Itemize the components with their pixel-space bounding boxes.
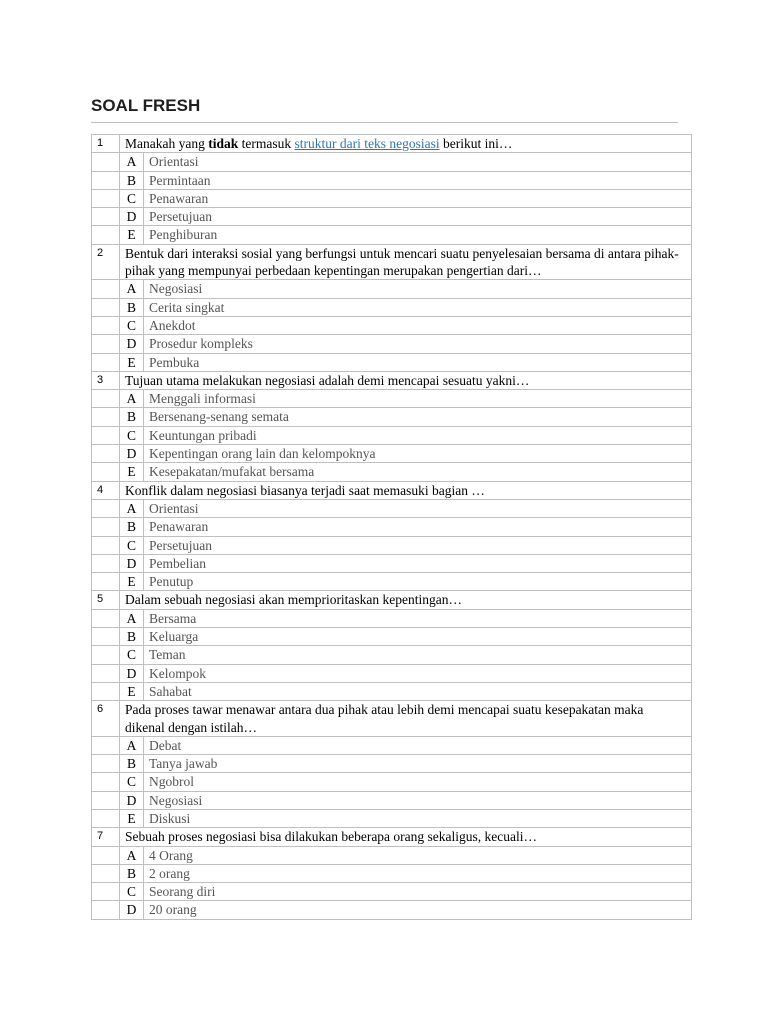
option-letter: C xyxy=(120,536,144,554)
option-row[interactable] xyxy=(92,554,692,572)
option-text: 4 Orang xyxy=(144,846,692,864)
option-row[interactable] xyxy=(92,499,692,517)
option-row[interactable] xyxy=(92,864,692,882)
option-text: Penawaran xyxy=(144,189,692,207)
option-row[interactable] xyxy=(92,773,692,791)
question-row xyxy=(92,135,692,153)
option-row[interactable] xyxy=(92,426,692,444)
option-row[interactable] xyxy=(92,335,692,353)
option-letter: C xyxy=(120,189,144,207)
blank-cell xyxy=(92,445,120,463)
option-row[interactable] xyxy=(92,353,692,371)
option-row[interactable] xyxy=(92,573,692,591)
blank-cell xyxy=(92,901,120,919)
option-row[interactable] xyxy=(92,846,692,864)
blank-cell xyxy=(92,736,120,754)
option-text: Penghiburan xyxy=(144,226,692,244)
option-letter: E xyxy=(120,226,144,244)
question-row xyxy=(92,591,692,609)
option-row[interactable] xyxy=(92,408,692,426)
question-number: 5 xyxy=(92,591,120,609)
option-letter: A xyxy=(120,153,144,171)
question-number: 6 xyxy=(92,701,120,737)
question-row xyxy=(92,701,692,737)
blank-cell xyxy=(92,353,120,371)
option-letter: D xyxy=(120,901,144,919)
option-row[interactable] xyxy=(92,791,692,809)
option-text: Anekdot xyxy=(144,316,692,334)
option-letter: C xyxy=(120,773,144,791)
option-letter: B xyxy=(120,171,144,189)
option-text: Orientasi xyxy=(144,153,692,171)
option-text: Orientasi xyxy=(144,499,692,517)
blank-cell xyxy=(92,280,120,298)
question-row xyxy=(92,244,692,280)
question-text: Sebuah proses negosiasi bisa dilakukan beberapa orang sekaligus, kecuali… xyxy=(120,828,692,846)
blank-cell xyxy=(92,846,120,864)
blank-cell xyxy=(92,426,120,444)
blank-cell xyxy=(92,518,120,536)
option-text: Penawaran xyxy=(144,518,692,536)
blank-cell xyxy=(92,463,120,481)
blank-cell xyxy=(92,755,120,773)
blank-cell xyxy=(92,573,120,591)
option-row[interactable] xyxy=(92,883,692,901)
option-letter: E xyxy=(120,682,144,700)
blank-cell xyxy=(92,791,120,809)
blank-cell xyxy=(92,335,120,353)
option-row[interactable] xyxy=(92,153,692,171)
option-letter: A xyxy=(120,846,144,864)
option-row[interactable] xyxy=(92,518,692,536)
option-row[interactable] xyxy=(92,755,692,773)
quiz-table xyxy=(91,134,692,920)
question-link[interactable]: struktur dari teks negosiasi xyxy=(294,136,440,151)
option-letter: C xyxy=(120,426,144,444)
question-text-bold: tidak xyxy=(208,136,239,151)
question-text: Tujuan utama melakukan negosiasi adalah demi mencapai sesuatu yakni… xyxy=(120,371,692,389)
option-text: Kepentingan orang lain dan kelompoknya xyxy=(144,445,692,463)
option-letter: E xyxy=(120,353,144,371)
option-row[interactable] xyxy=(92,390,692,408)
option-text: Cerita singkat xyxy=(144,298,692,316)
option-letter: E xyxy=(120,809,144,827)
option-text: Kesepakatan/mufakat bersama xyxy=(144,463,692,481)
blank-cell xyxy=(92,226,120,244)
option-text: Tanya jawab xyxy=(144,755,692,773)
blank-cell xyxy=(92,628,120,646)
option-text: Keuntungan pribadi xyxy=(144,426,692,444)
question-text: Konflik dalam negosiasi biasanya terjadi saat memasuki bagian … xyxy=(120,481,692,499)
option-text: Seorang diri xyxy=(144,883,692,901)
option-text: Bersama xyxy=(144,609,692,627)
title-divider xyxy=(91,122,678,123)
option-letter: E xyxy=(120,573,144,591)
option-text: Pembelian xyxy=(144,554,692,572)
option-text: Prosedur kompleks xyxy=(144,335,692,353)
option-row[interactable] xyxy=(92,536,692,554)
blank-cell xyxy=(92,809,120,827)
question-number: 3 xyxy=(92,371,120,389)
option-letter: A xyxy=(120,736,144,754)
option-row[interactable] xyxy=(92,628,692,646)
option-letter: A xyxy=(120,390,144,408)
question-text-part: termasuk xyxy=(238,136,295,151)
blank-cell xyxy=(92,208,120,226)
blank-cell xyxy=(92,536,120,554)
question-text-part: berikut ini… xyxy=(439,136,513,151)
option-row[interactable] xyxy=(92,609,692,627)
option-text: Pembuka xyxy=(144,353,692,371)
option-row[interactable] xyxy=(92,809,692,827)
option-letter: A xyxy=(120,280,144,298)
option-letter: B xyxy=(120,298,144,316)
blank-cell xyxy=(92,883,120,901)
option-row[interactable] xyxy=(92,316,692,334)
option-text: 20 orang xyxy=(144,901,692,919)
option-text: 2 orang xyxy=(144,864,692,882)
option-letter: D xyxy=(120,791,144,809)
option-row[interactable] xyxy=(92,189,692,207)
option-text: Negosiasi xyxy=(144,791,692,809)
option-row[interactable] xyxy=(92,682,692,700)
blank-cell xyxy=(92,646,120,664)
question-number: 4 xyxy=(92,481,120,499)
blank-cell xyxy=(92,773,120,791)
option-letter: E xyxy=(120,463,144,481)
option-row[interactable] xyxy=(92,901,692,919)
blank-cell xyxy=(92,316,120,334)
question-row xyxy=(92,481,692,499)
option-row[interactable] xyxy=(92,280,692,298)
option-letter: C xyxy=(120,646,144,664)
question-row xyxy=(92,371,692,389)
blank-cell xyxy=(92,499,120,517)
option-letter: A xyxy=(120,609,144,627)
option-letter: C xyxy=(120,883,144,901)
blank-cell xyxy=(92,390,120,408)
option-row[interactable] xyxy=(92,226,692,244)
option-row[interactable] xyxy=(92,298,692,316)
option-row[interactable] xyxy=(92,208,692,226)
option-row[interactable] xyxy=(92,171,692,189)
question-number: 1 xyxy=(92,135,120,153)
option-text: Bersenang-senang semata xyxy=(144,408,692,426)
option-row[interactable] xyxy=(92,463,692,481)
option-letter: D xyxy=(120,445,144,463)
blank-cell xyxy=(92,298,120,316)
blank-cell xyxy=(92,664,120,682)
option-letter: B xyxy=(120,755,144,773)
question-text: Dalam sebuah negosiasi akan memprioritaskan kepentingan… xyxy=(120,591,692,609)
option-letter: B xyxy=(120,628,144,646)
option-letter: B xyxy=(120,408,144,426)
option-text: Keluarga xyxy=(144,628,692,646)
option-row[interactable] xyxy=(92,445,692,463)
option-letter: A xyxy=(120,499,144,517)
option-letter: C xyxy=(120,316,144,334)
option-letter: B xyxy=(120,864,144,882)
question-number: 7 xyxy=(92,828,120,846)
question-text: Bentuk dari interaksi sosial yang berfungsi untuk mencari suatu penyelesaian bersama di antara pihak-pihak yang mempunyai perbedaan kepentingan merupakan pengertian dari… xyxy=(120,244,692,280)
option-letter: D xyxy=(120,554,144,572)
question-number: 2 xyxy=(92,244,120,280)
option-text: Menggali informasi xyxy=(144,390,692,408)
blank-cell xyxy=(92,864,120,882)
option-text: Negosiasi xyxy=(144,280,692,298)
option-letter: D xyxy=(120,664,144,682)
blank-cell xyxy=(92,171,120,189)
question-text xyxy=(120,135,692,153)
option-letter: B xyxy=(120,518,144,536)
blank-cell xyxy=(92,682,120,700)
option-row[interactable] xyxy=(92,664,692,682)
option-text: Persetujuan xyxy=(144,536,692,554)
option-row[interactable] xyxy=(92,736,692,754)
option-letter: D xyxy=(120,335,144,353)
quiz-table-body xyxy=(92,135,692,920)
option-row[interactable] xyxy=(92,646,692,664)
option-text: Sahabat xyxy=(144,682,692,700)
blank-cell xyxy=(92,153,120,171)
option-text: Permintaan xyxy=(144,171,692,189)
blank-cell xyxy=(92,609,120,627)
question-row xyxy=(92,828,692,846)
option-text: Diskusi xyxy=(144,809,692,827)
option-text: Ngobrol xyxy=(144,773,692,791)
option-text: Teman xyxy=(144,646,692,664)
option-text: Kelompok xyxy=(144,664,692,682)
question-text-part: Manakah yang xyxy=(125,136,209,151)
blank-cell xyxy=(92,408,120,426)
question-text: Pada proses tawar menawar antara dua pihak atau lebih demi mencapai suatu kesepakatan maka dikenal dengan istilah… xyxy=(120,701,692,737)
blank-cell xyxy=(92,189,120,207)
document-title: SOAL FRESH xyxy=(91,96,201,115)
option-text: Penutup xyxy=(144,573,692,591)
option-letter: D xyxy=(120,208,144,226)
option-text: Persetujuan xyxy=(144,208,692,226)
option-text: Debat xyxy=(144,736,692,754)
blank-cell xyxy=(92,554,120,572)
